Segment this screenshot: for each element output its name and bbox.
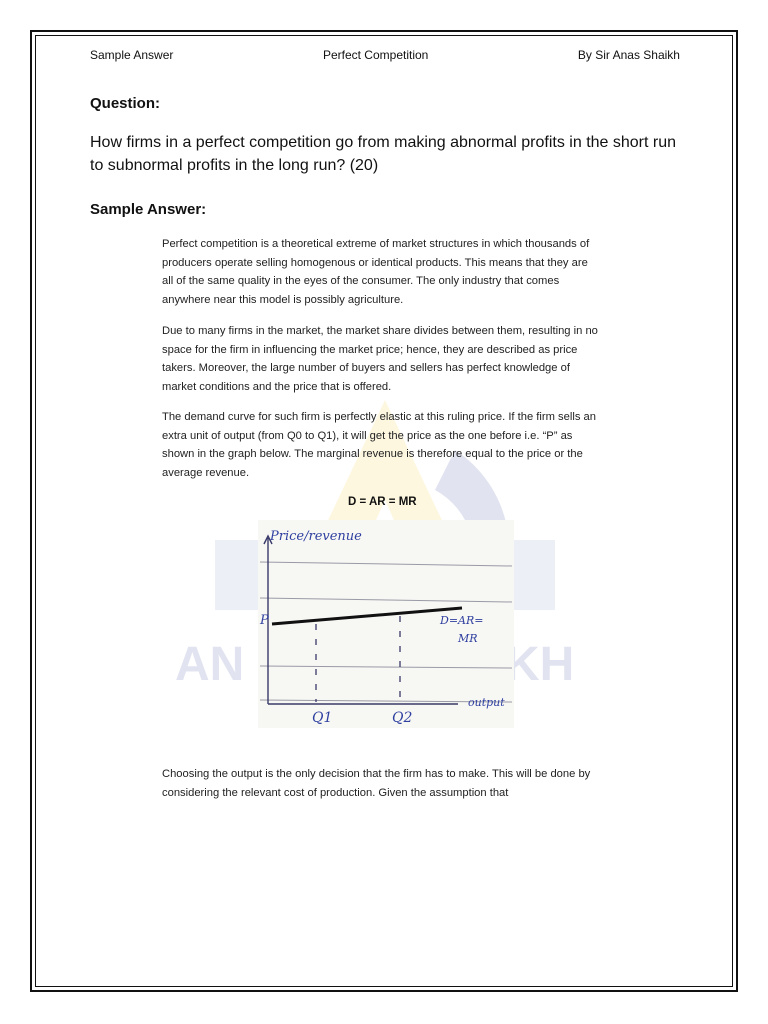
answer-paragraph-4: Choosing the output is the only decision that the firm has to make. This will be done by considering the relevant cost of production. Given the assumption that [162,768,591,799]
page-header [90,48,680,62]
answer-heading: Sample Answer: [90,201,207,218]
price-label: P [260,613,269,628]
header-right: By Sir Anas Shaikh [577,48,680,62]
answer-paragraph-3: The demand curve for such firm is perfectly elastic at this ruling price. If the firm sells an extra unit of output (from Q0 to Q1), it will get the price as the one before i.e. “P” as shown in the graph below. The marginal revenue is therefore equal to the price or the average revenue. [162,411,596,479]
q1-label: Q1 [312,710,333,726]
question-text: How firms in a perfect competition go from making abnormal profits in the short run to subnormal profits in the long run? (20) [90,134,677,174]
page-border-inner [35,35,733,987]
demand-graph [258,520,514,728]
watermark-text-right: KH [505,638,575,691]
answer-paragraph-1: Perfect competition is a theoretical extreme of market structures in which thousands of producers operate selling homogenous or identical products. This means that they are all of the same quality in the eyes of the consumer. The only industry that comes anywhere near this model is possibly agriculture. [162,238,590,306]
y-axis-label: Price/revenue [270,529,362,544]
answer-paragraph-2: Due to many firms in the market, the market share divides between them, resulting in no space for the firm in influencing the market price; hence, they are described as price takers. Moreover, the large number of buyers and sellers has perfect knowledge of market conditions and the price that is offered. [162,325,598,393]
curve-label-bottom: MR [458,632,478,645]
figure-caption: D = AR = MR [348,496,417,508]
q2-label: Q2 [392,710,413,726]
x-axis-label: output [468,696,505,709]
curve-label-top: D=AR= [440,614,484,627]
question-heading: Question: [90,95,160,112]
watermark-text-left: AN [175,638,245,691]
header-left: Sample Answer [90,48,174,62]
header-center: Perfect Competition [322,48,429,62]
